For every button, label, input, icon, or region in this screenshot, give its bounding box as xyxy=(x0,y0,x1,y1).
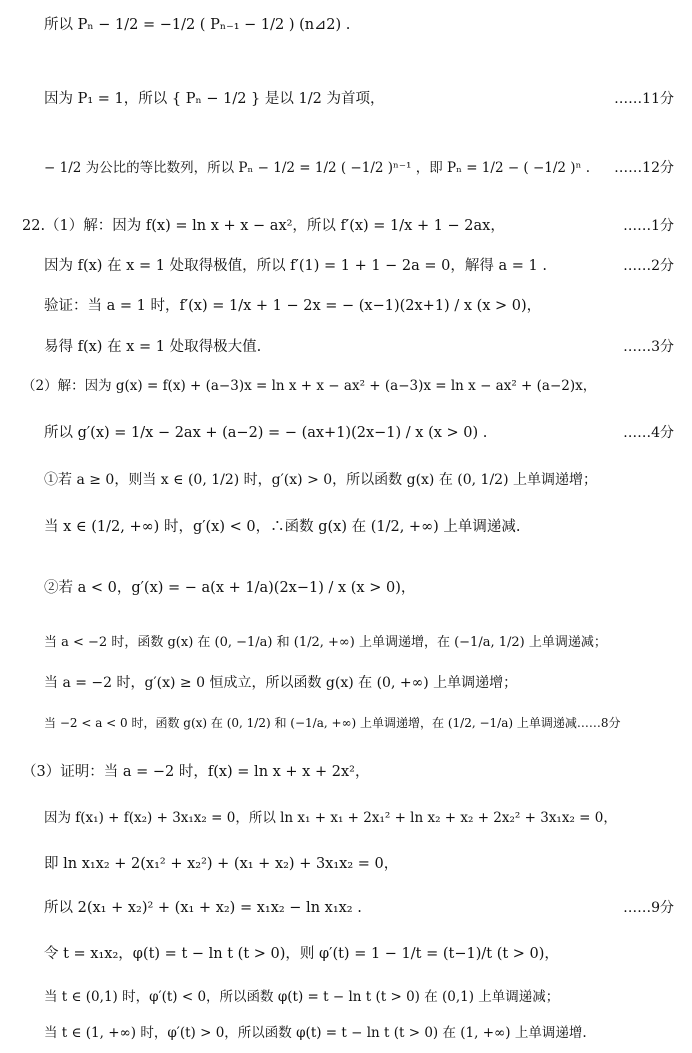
score-4: ……4分 xyxy=(623,425,674,441)
line-log-product: 即 ln x₁x₂ + 2(x₁² + x₂²) + (x₁ + x₂) + 3x₁x₂ = 0， xyxy=(44,856,399,872)
line-rearranged: 所以 2(x₁ + x₂)² + (x₁ + x₂) = x₁x₂ − ln x₁x₂ . xyxy=(44,900,362,916)
line-1: 所以 Pₙ − 1/2 = −1/2 ( Pₙ₋₁ − 1/2 ) (n⊿2) . xyxy=(44,17,351,33)
score-11: ……11分 xyxy=(614,91,674,107)
line-phi-def: 令 t = x₁x₂，φ(t) = t − ln t (t > 0)，则 φ′(t) = 1 − 1/t = (t−1)/t (t > 0)， xyxy=(44,946,559,962)
score-9: ……9分 xyxy=(623,900,674,916)
score-2: ……2分 xyxy=(623,258,674,274)
line-verify: 验证：当 a = 1 时，f′(x) = 1/x + 1 − 2x = − (x−1)(2x+1) / x (x > 0)， xyxy=(44,298,542,314)
line-phi-decrease: 当 t ∈ (0,1) 时，φ′(t) < 0，所以函数 φ(t) = t − ln t (t > 0) 在 (0,1) 上单调递减； xyxy=(44,989,560,1005)
case2a-line: 当 a < −2 时，函数 g(x) 在 (0, −1/a) 和 (1/2, +∞) 上单调递增，在 (−1/a, 1/2) 上单调递减； xyxy=(44,635,607,650)
score-3: ……3分 xyxy=(623,339,674,355)
case2b-line: 当 a = −2 时，g′(x) ≥ 0 恒成立，所以函数 g(x) 在 (0, +∞) 上单调递增； xyxy=(44,675,518,691)
case1-line: ①若 a ≥ 0，则当 x ∈ (0, 1/2) 时，g′(x) > 0，所以函数 g(x) 在 (0, 1/2) 上单调递增； xyxy=(44,472,597,488)
case2c-line: 当 −2 < a < 0 时，函数 g(x) 在 (0, 1/2) 和 (−1/a, +∞) 上单调递增，在 (1/2, −1/a) 上单调递减……8分 xyxy=(44,716,621,730)
line-gprime: 所以 g′(x) = 1/x − 2ax + (a−2) = − (ax+1)(2x−1) / x (x > 0) . xyxy=(44,425,488,441)
q22-part1-line: 22.（1）解：因为 f(x) = ln x + x − ax²，所以 f′(x) = 1/x + 1 − 2ax， xyxy=(22,218,505,234)
line-extremum: 因为 f(x) 在 x = 1 处取得极值，所以 f′(1) = 1 + 1 − 2a = 0，解得 a = 1 . xyxy=(44,258,547,274)
q22-part2-line: （2）解：因为 g(x) = f(x) + (a−3)x = ln x + x − ax² + (a−3)x = ln x − ax² + (a−2)x， xyxy=(22,378,597,394)
score-1: ……1分 xyxy=(623,218,674,234)
line-2: 因为 P₁ = 1，所以 { Pₙ − 1/2 } 是以 1/2 为首项， xyxy=(44,91,385,107)
q22-part3-line: （3）证明：当 a = −2 时，f(x) = ln x + x + 2x²， xyxy=(22,764,370,780)
case1-decrease-line: 当 x ∈ (1/2, +∞) 时，g′(x) < 0，∴函数 g(x) 在 (1/2, +∞) 上单调递减. xyxy=(44,519,521,535)
line-sum-zero: 因为 f(x₁) + f(x₂) + 3x₁x₂ = 0，所以 ln x₁ + x₁ + 2x₁² + ln x₂ + x₂ + 2x₂² + 3x₁x₂ = 0， xyxy=(44,810,617,826)
line-phi-increase: 当 t ∈ (1, +∞) 时，φ′(t) > 0，所以函数 φ(t) = t − ln t (t > 0) 在 (1, +∞) 上单调递增. xyxy=(44,1025,587,1041)
line-max: 易得 f(x) 在 x = 1 处取得极大值. xyxy=(44,339,262,355)
line-3: − 1/2 为公比的等比数列，所以 Pₙ − 1/2 = 1/2 ( −1/2 )ⁿ⁻¹ ，即 Pₙ = 1/2 − ( −1/2 )ⁿ . xyxy=(44,160,590,176)
case2-line: ②若 a < 0，g′(x) = − a(x + 1/a)(2x−1) / x (x > 0)， xyxy=(44,580,416,596)
score-12: ……12分 xyxy=(614,160,674,176)
